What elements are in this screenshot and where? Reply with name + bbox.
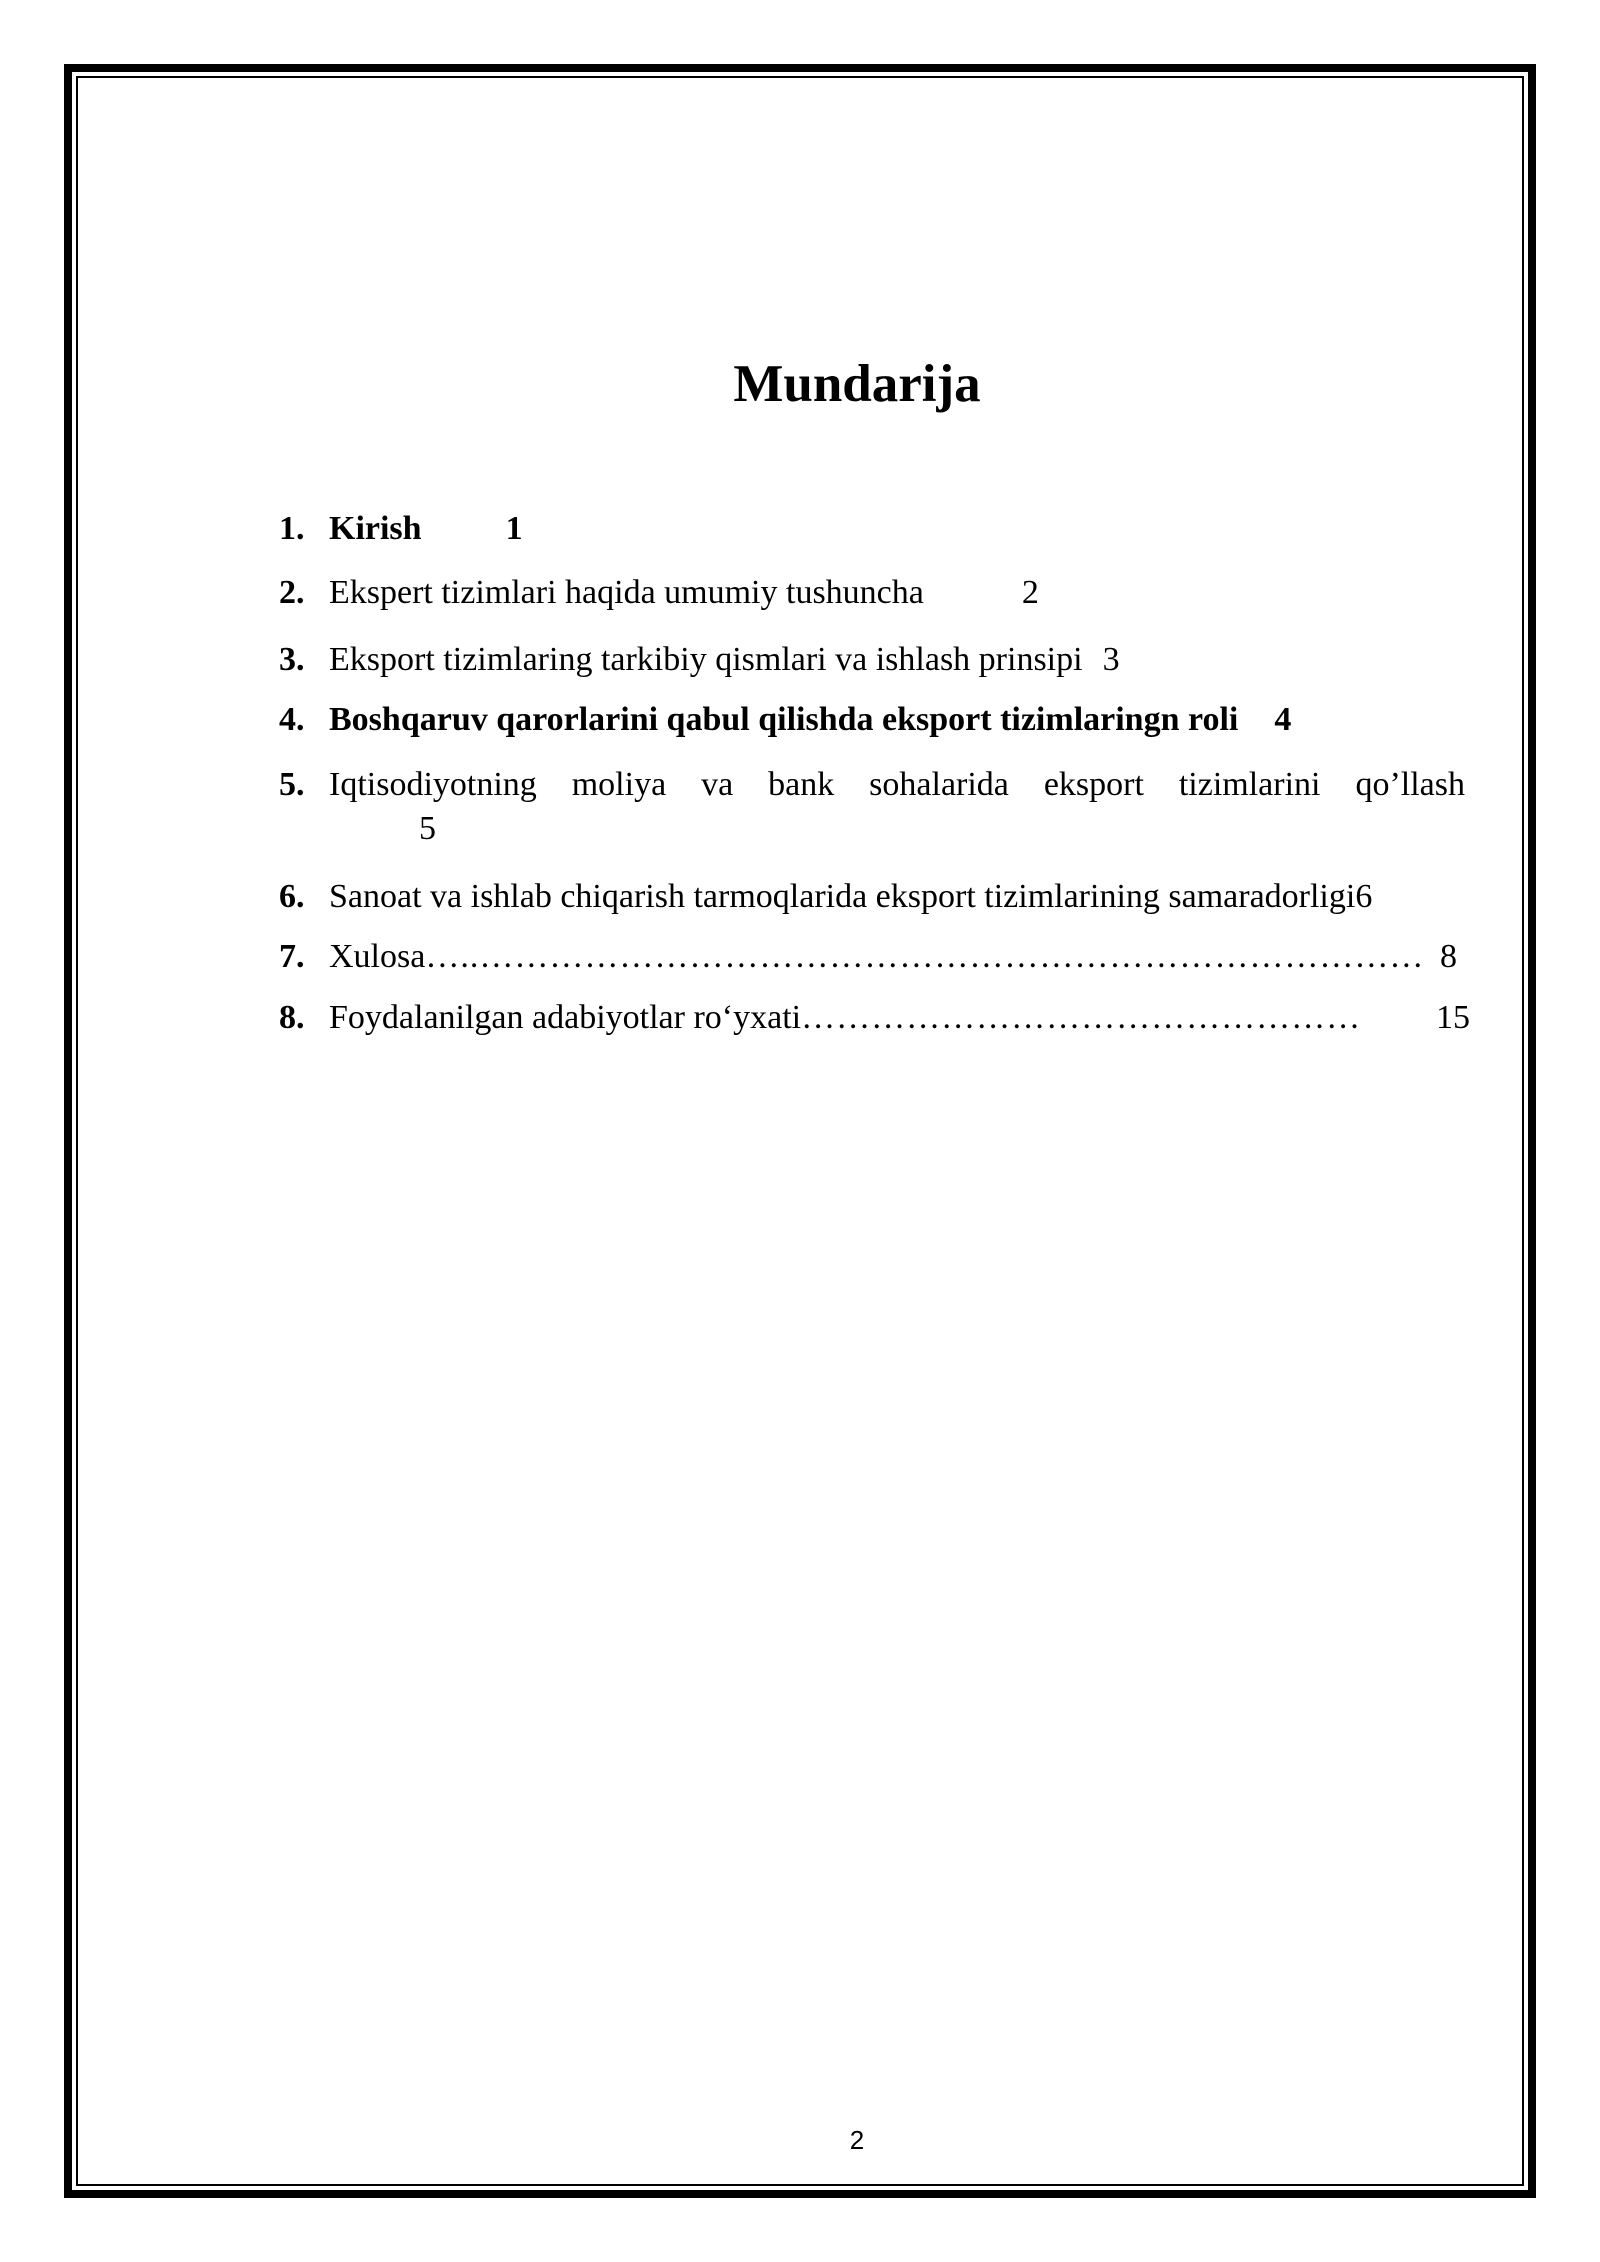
toc-entry-word: eksport bbox=[1043, 766, 1144, 803]
toc-entry-page: 4 bbox=[1274, 701, 1292, 738]
toc-entry-leader-dots: …..……………………………………………………………………… bbox=[425, 938, 1425, 975]
toc-entry-title: Xulosa bbox=[329, 938, 426, 975]
toc-entry-page: 3 bbox=[1102, 641, 1120, 678]
toc-entry-page: 15 bbox=[1436, 999, 1470, 1036]
toc-entry-word: bank bbox=[768, 766, 835, 803]
toc-entry-word: qo’llash bbox=[1355, 766, 1465, 803]
toc-entry-word: sohalarida bbox=[869, 766, 1009, 803]
toc-entry-number: 8. bbox=[279, 999, 305, 1036]
toc-entry-number: 5. bbox=[279, 766, 305, 803]
toc-entry-number: 6. bbox=[279, 878, 305, 915]
toc-entry-title: Eksport tizimlaring tarkibiy qismlari va ishlash prinsipi bbox=[329, 641, 1083, 678]
toc-entry-number: 1. bbox=[279, 510, 305, 547]
toc-entry-word: va bbox=[701, 766, 734, 803]
page-number: 2 bbox=[849, 2125, 865, 2155]
toc-entry-word: tizimlarini bbox=[1178, 766, 1321, 803]
toc-entry-word: Iqtisodiyotning bbox=[329, 766, 537, 803]
toc-entry-title bbox=[329, 763, 1465, 807]
toc-entry-title: Ekspert tizimlari haqida umumiy tushuncha bbox=[329, 574, 924, 611]
toc-entry-word: moliya bbox=[571, 766, 667, 803]
toc-entry-title: Foydalanilgan adabiyotlar ro‘yxati bbox=[329, 999, 802, 1036]
toc-entry-page: 2 bbox=[1021, 574, 1039, 611]
toc-entry-page: 8 bbox=[1440, 938, 1457, 975]
toc-entry-title: Boshqaruv qarorlarini qabul qilishda eksport tizimlaringn roli bbox=[329, 701, 1239, 738]
toc-entry-leader-dots: ………………………………………… bbox=[801, 999, 1362, 1036]
toc-entry-number: 3. bbox=[279, 641, 305, 678]
toc-entry-title: Kirish bbox=[329, 510, 422, 547]
toc-entry-page: 5 bbox=[419, 810, 436, 847]
toc-entry-page: 6 bbox=[1355, 878, 1373, 915]
toc-entry-title: Sanoat va ishlab chiqarish tarmoqlarida eksport tizimlarining samaradorligi bbox=[329, 878, 1356, 915]
page-title: Mundarija bbox=[733, 355, 981, 413]
toc-entry-number: 2. bbox=[279, 574, 305, 611]
toc-entry-page: 1 bbox=[505, 510, 523, 547]
toc-entry-number: 7. bbox=[279, 938, 305, 975]
toc-entry-number: 4. bbox=[279, 701, 305, 738]
